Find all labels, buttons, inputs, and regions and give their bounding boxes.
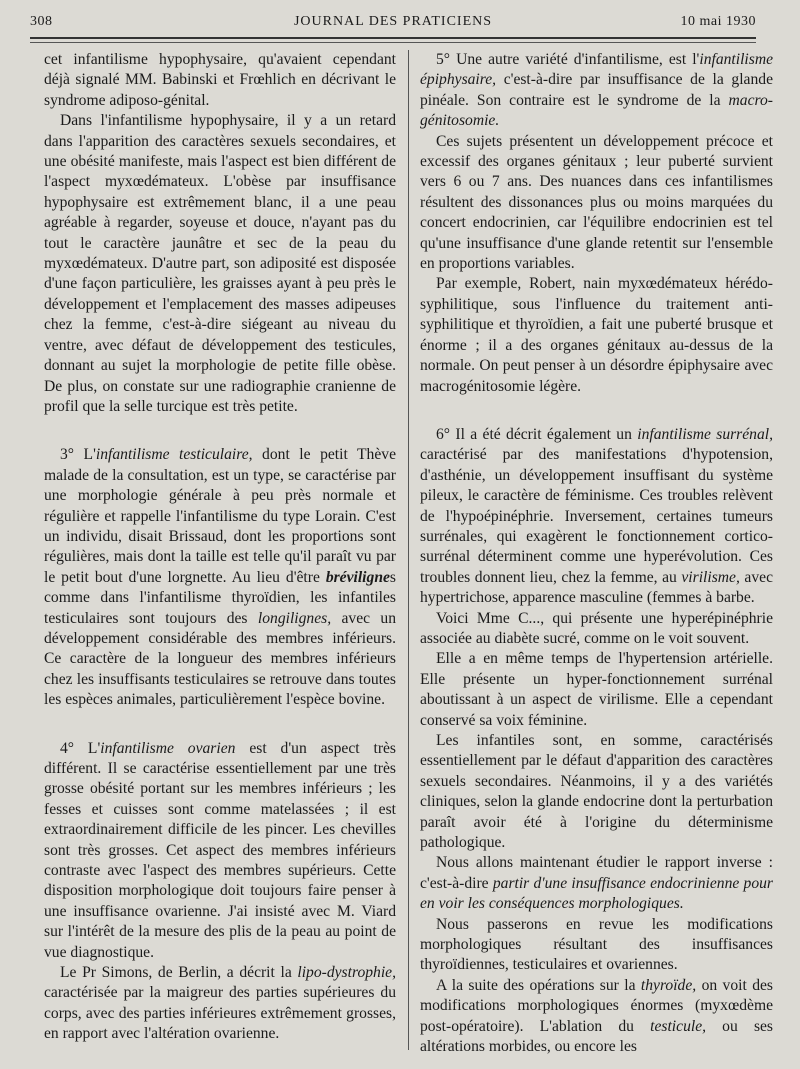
left-paragraph-5 <box>44 963 396 1045</box>
emphasis: lipo-dystrophie, <box>297 964 396 982</box>
text-run: est d'un aspect très différent. Il se caractérise essentiellement par une très grosse obésité portant sur les membres inférieurs ; les fesses et cuisses sont comme matelassées ; il est extraordinairement difficile de les pincer. Les chevilles sont très grosses. Cet aspect des membres inférieurs contraste avec l'aspect des membres supérieurs. Cette disposition morphologique doit toujours faire penser à une insuffisance ovarienne. J'ai insisté avec M. Viard sur l'intérêt de la mesure des plis de la peau au point de vue diagnostique. <box>44 739 396 961</box>
text-run: Le Pr Simons, de Berlin, a décrit la <box>60 964 298 982</box>
text-run: caractérisé par des manifestations d'hypotension, d'asthénie, un développement insuffisant du système pileux, le caractère de féminisme. Ces troubles relèvent de l'hypoépinéphrie. Inversement, certaines tumeurs surrénales, qui exagèrent le fonctionnement cortico-surrénal déterminent comme une hyperévolution. Ces troubles donnent lieu, chez la femme, au <box>420 446 773 586</box>
running-header <box>30 14 756 36</box>
text-run: Nous allons maintenant étudier le rapport inverse : c'est-à-dire <box>420 854 773 892</box>
text-run: ou ses altérations morbides, ou encore les <box>420 1017 774 1056</box>
text-run: dont le petit Thève malade de la consultation, est un type, se caractérise par une morphologie générale à peu près normale et régulière et rappelle l'infantilisme du type Lorain. C'est un individu, disait Brissaud, dont les proportions sont régulières, mais dont la taille est telle qu'il paraît vu par le petit bout d'une lorgnette. Au lieu d'être <box>44 446 396 586</box>
text-run: 4° L' <box>60 739 101 757</box>
left-paragraph-2: Dans l'infantilisme hypophysaire, il y a un retard dans l'apparition des caractères sexuels secondaires, et une obésité manifeste, mais l'aspect est bien différent de l'aspect myxœdémateux. L'obèse par insuffisance hypophysaire est extrêmement blanc, il a une peau agréable à regarder, soyeuse et douce, n'ayant pas du tout le caractère jaunâtre et sec de la peau du myxœdémateux. D'autre part, son adiposité est disposée d'une façon particulière, les graisses ayant à peu près le développement et l'emplacement des masses adipeuses chez la femme, c'est-à-dire siégeant au niveau du ventre, avec défaut de développement des testicules, donnant au sujet la morphologie de petite fille obèse. De plus, on constate sur une radiographie cranienne de profil que la selle turcique est très petite. <box>44 112 396 415</box>
emphasis: thyroïde, <box>640 976 697 994</box>
right-paragraph-5: Voici Mme C..., qui présente une hyperépinéphrie associée au diabète sucré, comme on le voit souvent. <box>420 609 773 647</box>
text-run: 3° L' <box>60 446 96 464</box>
page-number: 308 <box>30 14 53 29</box>
text-run: c'est-à-dire par insuffisance de la glande pinéale. Son contraire est le syndrome de la <box>420 71 773 109</box>
left-paragraph-3 <box>44 445 396 710</box>
emphasis: partir d'une insuffisance endocrinienne pour en voir les conséquences morphologiques. <box>420 874 773 913</box>
text-run: 5° Une autre variété d'infantilisme, est l' <box>436 51 700 68</box>
right-paragraph-4 <box>420 425 773 609</box>
column-divider <box>408 50 409 1050</box>
emphasis: longilignes, <box>257 609 332 627</box>
text-run: avec un développement considérable des membres inférieurs. Ce caractère de la longueur des membres inférieurs chez les insuffisants testiculaires se retrouve dans toutes les espèces animales, particulièrement l'espèce bovine. <box>44 609 397 709</box>
right-paragraph-6: Elle a en même temps de l'hypertension artérielle. Elle présente un hyper-fonctionnement surrénal aboutissant à un aspect de virilisme. Elle a cependant conservé sa voix féminine. <box>420 650 773 729</box>
header-rule-thin <box>30 42 756 43</box>
emphasis: infantilisme testiculaire, <box>95 446 253 464</box>
right-paragraph-3: Par exemple, Robert, nain myxœdémateux hérédo-syphilitique, sous l'influence du traitement anti-syphilitique et thyroïdien, a fait une puberté brusque et énorme ; il a des organes génitaux au-dessus de la normale. On peut penser à un désordre épiphysaire avec macrogénitosomie légère. <box>420 275 773 395</box>
journal-title: JOURNAL DES PRATICIENS <box>293 14 493 29</box>
text-run: 6° Il a été décrit également un <box>436 425 638 443</box>
text-run: avec hypertrichose, apparence masculine (femmes à barbe. <box>420 568 773 607</box>
right-column <box>420 50 773 1058</box>
text-run: s comme dans l'infantilisme thyroïdien, les infantiles testiculaires sont toujours des <box>44 568 396 627</box>
right-paragraph-10 <box>420 976 773 1058</box>
left-paragraph-1: cet infantilisme hypophysaire, qu'avaient cependant déjà signalé MM. Babinski et Frœhlich en décrivant le syndrome adiposo-génital. <box>44 51 396 109</box>
emphasis: infantilisme épiphysaire, <box>420 51 773 89</box>
emphasis: macro-génitosomie. <box>420 91 773 130</box>
right-paragraph-9: Nous passerons en revue les modifications morphologiques résultant des insuffisances thyroïdiennes, testiculaires et ovariennes. <box>420 915 773 974</box>
text-run: A la suite des opérations sur la <box>436 976 641 994</box>
left-paragraph-4 <box>44 739 396 963</box>
emphasis: virilisme, <box>681 568 740 586</box>
emphasis: infantilisme ovarien <box>100 739 236 757</box>
right-paragraph-8 <box>420 853 773 914</box>
issue-date: 10 mai 1930 <box>680 14 756 29</box>
right-paragraph-1 <box>420 50 773 132</box>
emphasis: infantilisme surrénal, <box>637 425 773 443</box>
text-run: on voit des modifications morphologiques énormes (myxœdème post-opératoire). L'ablation du <box>420 976 773 1035</box>
left-column <box>44 50 396 1045</box>
right-paragraph-2: Ces sujets présentent un développement précoce et excessif des organes génitaux ; leur puberté survient vers 6 ou 7 ans. Des nuances dans ces infantilismes résultent des dissonances plus ou moins marquées du concert endocrinien, car l'équilibre endocrinien est tel qu'une insuffisance d'une glande retentit sur l'ensemble en proportions variables. <box>420 132 773 273</box>
header-rule <box>30 37 756 39</box>
emphasis: bréviligne <box>325 568 390 586</box>
emphasis: testicule, <box>650 1017 707 1035</box>
text-run: caractérisée par la maigreur des parties supérieures du corps, avec des parties inférieures extrêmement grosses, en rapport avec l'altération ovarienne. <box>44 984 396 1043</box>
right-paragraph-7: Les infantiles sont, en somme, caractérisés essentiellement par le défaut d'apparition des caractères sexuels secondaires. Néanmoins, il y a des variétés cliniques, selon la glande endocrine dont la perturbation paraît avoir été à l'origine du déterminisme pathologique. <box>420 732 773 852</box>
